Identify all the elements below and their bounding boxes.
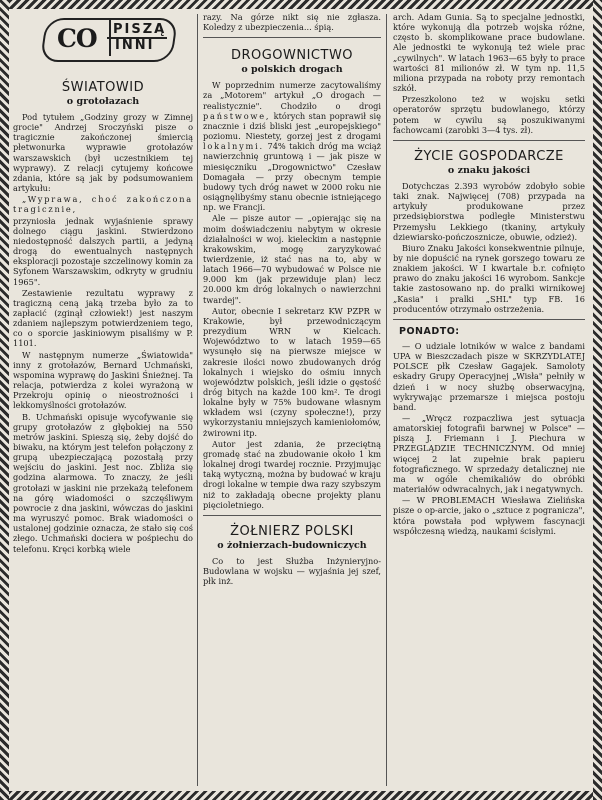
logo-co: CO <box>57 24 97 53</box>
section-title-zolnierz-polski: ŻOŁNIERZ POLSKI <box>230 523 354 539</box>
paragraph: B. Uchmański opisuje wycofywanie się grupy grotołazów z głębokiej na 550 metrów jaskini. Spieszą się, żeby dojść do biwaku, na którym jest telefon połączony z grupą ubezpieczającą pozostałą przy wejściu do jaskini. Jest noc. Zbliża się godzina alarmowa. To znaczy, że jeśli grotołazi w jaskini nie przekażą telefonem na górę wiadomości o szczęśliwym powrocie z dna jaskini, wówczas do jaskini ma wyruszyć pomoc. Brak wiadomości o ustalonej godzinie oznacza, że stało się coś złego. Uchmański dociera w pośpiechu do telefonu. Kręci korbką wiele <box>13 411 193 554</box>
section-divider <box>393 319 585 320</box>
logo-pisza: PISZĄ <box>113 22 167 37</box>
text-spaced: państwowe, <box>203 110 271 121</box>
section-subtitle: o grotołazach <box>66 96 140 107</box>
paragraph: Autor jest zdania, że przeciętną gromadę stać na zbudowanie około 1 km lokalnej drogi twardej rocznie. Przyjmując taką wytyczną, można by budować w kraju drogi lokalne w tempie dwa razy szybszym niż to zakładają obecne projekty planu pięcioletniego. <box>203 438 381 510</box>
section-divider <box>203 37 381 38</box>
column-divider <box>386 14 387 786</box>
paragraph: Ale — pisze autor — „opierając się na moim doświadczeniu nabytym w okresie działalności w woj. kieleckim a następnie krakowskim, mogę zaryzykować twierdzenie, iż stać nas na to, aby w latach 1966—70 wybudować w Polsce nie 9.000 km (jak przewiduje plan) lecz 20.000 km dróg lokalnych o nawierzchni twardej". <box>203 213 381 305</box>
decorative-border-right <box>593 0 602 800</box>
section-subtitle: o żołnierzach-budowniczych <box>217 539 367 551</box>
quote-spaced: „Wyprawa, choć zakończona tragicznie, <box>13 194 193 215</box>
paragraph: arch. Adam Gunia. Są to specjalne jednostki, które wykonują dla potrzeb wojska różne, często b. skomplikowane prace budowlane. Ale jednostki te wykonują też wiele prac „cywilnych". W latach 1963—65 były to prace wartości 81 milionów zł. W tym np. 11,5 miliona przypada na roboty przy remontach szkół. <box>393 12 585 94</box>
section-title-zycie-gospodarcze: ŻYCIE GOSPODARCZE <box>414 148 564 164</box>
paragraph: Dotychczas 2.393 wyrobów zdobyło sobie taki znak. Najwięcej (708) przypada na artykuły produkowane przez przedsiębiorstwa podległe Ministerstwu Przemysłu Lekkiego (tkaniny, artykuły dziewiarsko-pończosznicze, obuwie, odzież). <box>393 180 585 242</box>
paragraph <box>203 80 381 212</box>
quote: przyniosła jednak wyjaśnienie sprawy dolnego ciągu jaskini. Stwierdzono niedostępność dalszych partii, a jedyną drogą do ewentualnych następnych eksploracji pozostaje szczelinowy komin za Syfonem Warszawskim, odkryty w grudniu 1965". <box>13 215 193 287</box>
text: 74% takich dróg ma wciąż nawierzchnię gruntową i — jak pisze w miesięczniku „Drogownictwo" Czesław Domagała — przy obecnym tempie budowy tych dróg nawet w 2000 roku nie osiągnęlibyśmy stanu obecnie istniejącego np. we Francji. <box>203 141 381 213</box>
decorative-border-left <box>0 0 9 800</box>
section-title-swiatowid: ŚWIATOWID <box>61 80 145 95</box>
section-subtitle: o znaku jakości <box>447 164 531 176</box>
text: których stan poprawił się znacznie i dziś bliski jest „europejskiego" poziomu. Niestety, gorzej jest z drogami <box>203 110 381 142</box>
paragraph: — O udziale lotników w walce z bandami UPA w Bieszczadach pisze w SKRZYDLATEJ POLSCE płk Czesław Gagajek. Samoloty eskadry Grupy Operacyjnej „Wisła" pełniły w dzień i w nocy służbę obserwacyjną, wykrywając przemarsze i miejsca postoju band. <box>393 340 585 412</box>
paragraph: Przeszkolono też w wojsku setki operatorów sprzętu budowlanego, którzy potem w cywilu są poszukiwanymi fachowcami (zarobki 3—4 tys. zł). <box>393 94 585 135</box>
text-spaced: lokalnymi. <box>203 141 264 152</box>
column-1 <box>13 12 193 788</box>
section-title-drogownictwo: DROGOWNICTWO <box>230 48 354 64</box>
paragraph: W następnym numerze „Światowida" inny z grotołazów, Bernard Uchmański, wspomina wyprawę do Jaskini Śnieżnej. Ta relacja, potwierdza z kolei wyrażoną w Przekroju opinię o nieostrożności i lekkomyślności grotołazów. <box>13 349 193 411</box>
paragraph: — „Wręcz rozpaczliwa jest sytuacja amatorskiej fotografii barwnej w Polsce" — piszą J. Friemann i J. Piechura w PRZEGLĄDZIE TECHNICZNYM. Od mniej więcej 2 lat zupełnie brak papieru fotograficznego. W sprzedaży detalicznej nie ma w ogóle chemikaliów do obróbki materiałów odwracalnych, jak i negatywnych. <box>393 413 585 495</box>
section-divider <box>203 515 381 516</box>
paragraph: Co to jest Służba Inżynieryjno-Budowlana w wojsku — wyjaśnia jej szef, płk inż. <box>203 555 381 587</box>
section-subtitle: o polskich drogach <box>241 64 343 76</box>
co-pisza-inni-logo <box>43 18 193 66</box>
decorative-border-top <box>0 0 602 9</box>
column-divider <box>197 14 198 786</box>
paragraph: razy. Na górze nikt się nie zgłasza. Koledzy z ubezpieczenia... śpią. <box>203 12 381 33</box>
column-3 <box>393 12 585 788</box>
decorative-border-bottom <box>0 791 602 800</box>
paragraph: Zestawienie rezultatu wyprawy z tragiczną ceną jaką trzeba było za to zapłacić (zginął człowiek!) jest naszym zdaniem najlepszym potwierdzeniem tego, co o sporcie jaskiniowym pisaliśmy w P. 1101. <box>13 287 193 349</box>
paragraph: — W PROBLEMACH Wiesława Zielińska pisze o op-arcie, jako o „sztuce z pogranicza", która powstała pod wpływem fascynacji współczesną wiedzą, naukami ścisłymi. <box>393 495 585 536</box>
section-divider <box>393 140 585 141</box>
paragraph: Biuro Znaku Jakości konsekwentnie pilnuje, by nie dopuścić na rynek gorszego towaru ze znakiem jakości. W I kwartale b.r. cofnięto prawo do znaku jakości 16 wyrobom. Sankcje takie zastosowano np. do pralki wirnikowej „Kasia" i pralki „SHL" typ FB. 16 producentów otrzymało ostrzeżenia. <box>393 242 585 314</box>
paragraph: Autor, obecnie I sekretarz KW PZPR w Krakowie, był przewodniczącym prezydium WRN w Kielcach. Województwo to w latach 1959—65 wysunęło się na pierwsze miejsce w zakresie ilości nowo zbudowanych dróg lokalnych i wiejsko do ośmiu innych województw polskich, jeśli idzie o gęstość dróg bitych na każde 100 km². Te drogi lokalne były w 75% budowane własnym wkładem wsi (czyny społeczne!), przy wykorzystaniu mniejszych kamieniołomów, żwirowni itp. <box>203 305 381 438</box>
column-2 <box>203 12 381 788</box>
paragraph: Pod tytułem „Godziny grozy w Zimnej grocie" Andrzej Sroczyński pisze o tragicznie zakończonej śmiercią płetwonurka wyprawie grotołazów warszawskich (był uczestnikiem tej wyprawy). Z relacji cytujemy końcowe zdania, które są jak by podsumowaniem artykułu: <box>13 112 193 194</box>
ponadto-heading: PONADTO: <box>399 325 460 337</box>
logo-inni: INNI <box>115 38 155 53</box>
text: W poprzednim numerze zacytowaliśmy za „Motorem" artykuł „O drogach — realistycznie". Chodziło o drogi <box>203 80 381 111</box>
